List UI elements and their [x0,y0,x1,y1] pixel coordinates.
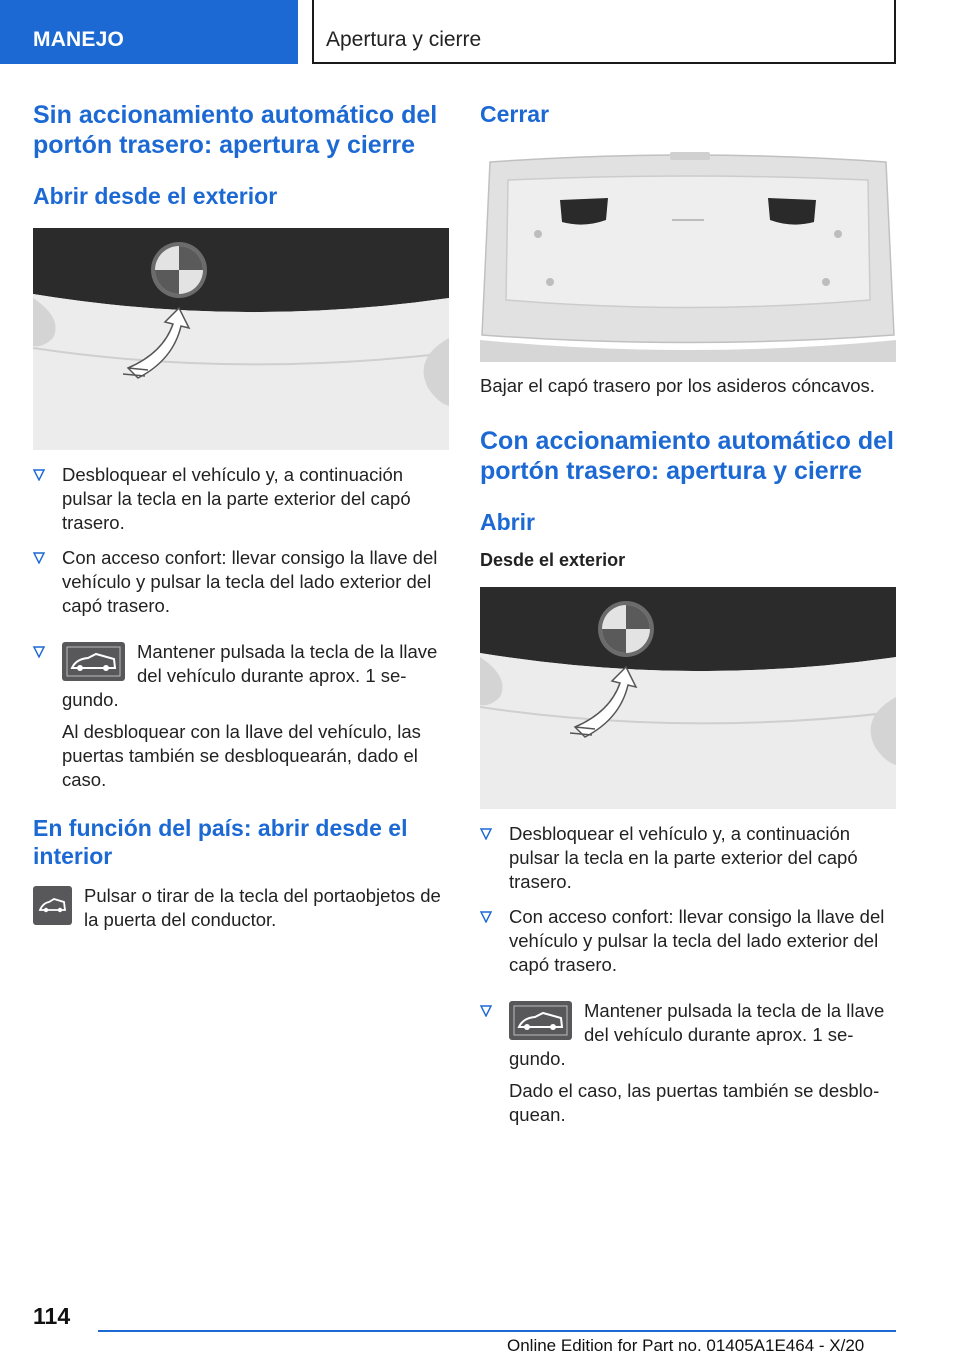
interior-open-text: Pulsar o tirar de la tecla del portaobjetos de la puerta del conductor. [84,885,441,930]
triangle-bullet-icon [480,1005,492,1017]
close-caption: Bajar el capó trasero por los asideros cóncavos. [480,375,875,396]
open-steps-list [33,463,449,792]
section-tab [0,0,298,64]
list-item: Con acceso confort: llevar consigo la llave del vehículo y pulsar la tecla del lado exterior del capó trasero. [480,905,896,977]
key-unlock-note: Al desbloquear con la llave del vehículo, las puertas también se desbloquearán, dado el caso. [62,721,421,790]
triangle-bullet-icon [480,828,492,840]
subheading-close: Cerrar [480,101,550,127]
triangle-bullet-icon [480,911,492,923]
tailgate-key-icon [509,1001,572,1040]
subheading-open: Abrir [480,509,535,535]
right-column [480,100,896,1127]
triangle-bullet-icon [33,469,45,481]
key-unlock-note: Dado el caso, las puertas también se desbloquean. [509,1080,880,1125]
tailgate-button-illustration [33,228,449,450]
list-item: Mantener pulsada la tecla de la llave del vehículo durante aprox. 1 segundo. Al desbloquear con la llave del vehículo, las puertas también se desbloquearán, dado el caso. [33,640,449,792]
subheading-country-interior: En función del país: abrir desde el interior [33,815,408,869]
edition-note: Online Edition for Part no. 01405A1E464 - X/20 [507,1336,865,1355]
tailgate-inner-image [480,150,896,362]
tailgate-button-image [33,228,449,450]
auto-open-steps-list [480,822,896,1127]
subheading-open-outside: Abrir desde el exterior [33,183,278,209]
topic-title: Apertura y cierre [326,28,482,51]
tailgate-close-illustration [480,150,896,362]
topic-tab [312,0,896,64]
left-column [33,100,449,932]
section-title: MANEJO [33,28,125,51]
interior-open-block [33,884,449,932]
triangle-bullet-icon [33,646,45,658]
list-item: Con acceso confort: llevar consigo la llave del vehículo y pulsar la tecla del lado exterior del capó trasero. [33,546,449,618]
footer-divider [98,1330,896,1332]
tailgate-button-illustration-2 [480,587,896,809]
list-item: Mantener pulsada la tecla de la llave del vehículo durante aprox. 1 segundo. Dado el caso, las puertas también se desbloquean. [480,999,896,1127]
page-number: 114 [33,1303,71,1329]
heading-automatic-tailgate: Con accionamiento automático del portón trasero: apertura y cierre [480,427,894,485]
list-item: Desbloquear el vehículo y, a continuación pulsar la tecla en la parte exterior del capó trasero. [33,463,449,535]
tailgate-key-icon [62,642,125,681]
subheading-from-outside: Desde el exterior [480,550,626,570]
interior-tailgate-button-icon [33,886,72,925]
list-item: Desbloquear el vehículo y, a continuación pulsar la tecla en la parte exterior del capó trasero. [480,822,896,894]
triangle-bullet-icon [33,552,45,564]
heading-manual-tailgate: Sin accionamiento automático del portón trasero: apertura y cierre [33,101,438,159]
tailgate-button-image-2 [480,587,896,809]
